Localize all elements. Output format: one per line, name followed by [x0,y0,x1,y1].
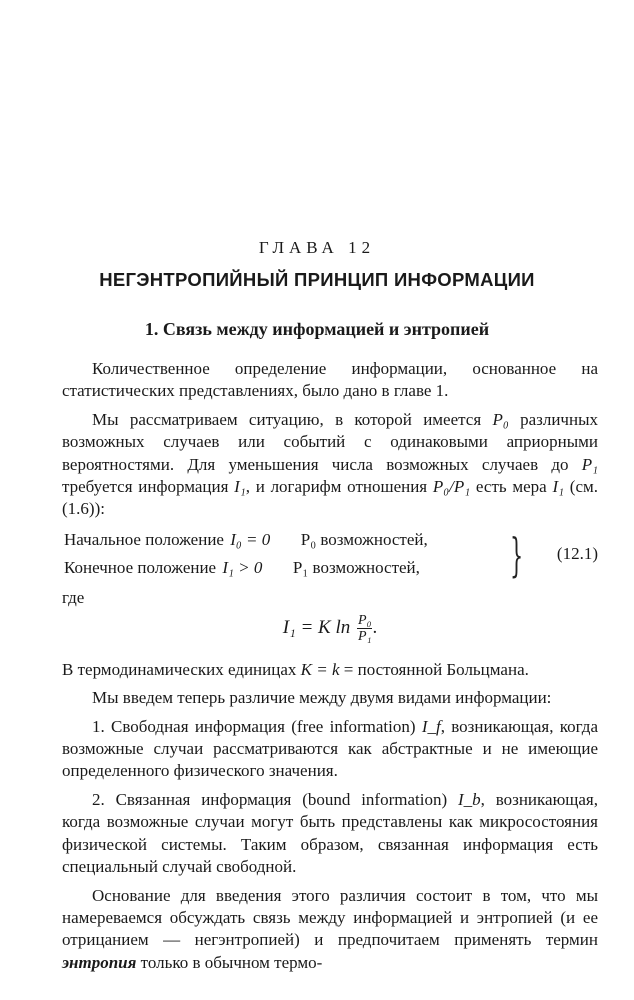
paragraph-2: Мы рассматриваем ситуацию, в которой имеется P₀ различных возможных случаев или событий с одинаковыми априорными вероятностями. Для уменьшения числа возможных случаев до P₁ требуется информация I₁, и логарифм отношения P₀/P₁ есть мера I₁ (см. (1.6)): [62,409,599,519]
paragraph-6: 2. Связанная информация (bound information) I_b, возникающая, когда возможные случаи могут быть представлены как микросостояния физической системы. Таким образом, связанная информация есть специальный случай свободной. [62,789,598,877]
initial-state-row: Начальное положение I₀ = 0 P₀ возможностей, [64,529,428,549]
I1-symbol-2: I₁ [552,477,565,497]
equation-system [62,527,598,587]
term-entropy: энтропия [62,952,137,972]
final-state-row: Конечное положение I₁ > 0 P₁ возможностей, [64,557,420,577]
equation-number: (12.1) [556,543,598,563]
chapter-label: ГЛАВА 12 [258,238,376,257]
paragraph-1: Количественное определение информации, основанное на статистических представлениях, было дано в главе 1. [62,359,598,401]
fraction: $\frac{\text{P₀}}{\text{P₁}}$ [358,612,372,644]
chapter-title: НЕГЭНТРОПИЙНЫЙ ПРИНЦИП ИНФОРМАЦИИ [99,269,535,290]
right-brace: } [510,527,524,582]
section-title: 1. Связь между информацией и энтропией [144,319,490,339]
paragraph-5: 1. Свободная информация (free information) I_f, возникающая, когда возможные случаи рассматриваются как абстрактные и не имеющие определенного физического значения. [62,716,598,781]
formula-I1: I₁ = K ln $\frac{\text{P₀}}{\text{P₁}}$ . [282,612,378,644]
paragraph-4: Мы введем теперь различие между двумя видами информации: [92,688,552,708]
body-text [62,358,598,980]
paragraph-3: В термодинамических единицах K = k = постоянной Больцмана. [62,659,529,679]
paragraph-7: Основание для введения этого различия состоит в том, что мы намереваемся обсуждать связь между информацией и энтропией (и ее отрицанием — негэнтропией) и предпочитаем применять термин энтропия только в обычном термо- [62,885,598,972]
where-word: где [62,587,85,607]
